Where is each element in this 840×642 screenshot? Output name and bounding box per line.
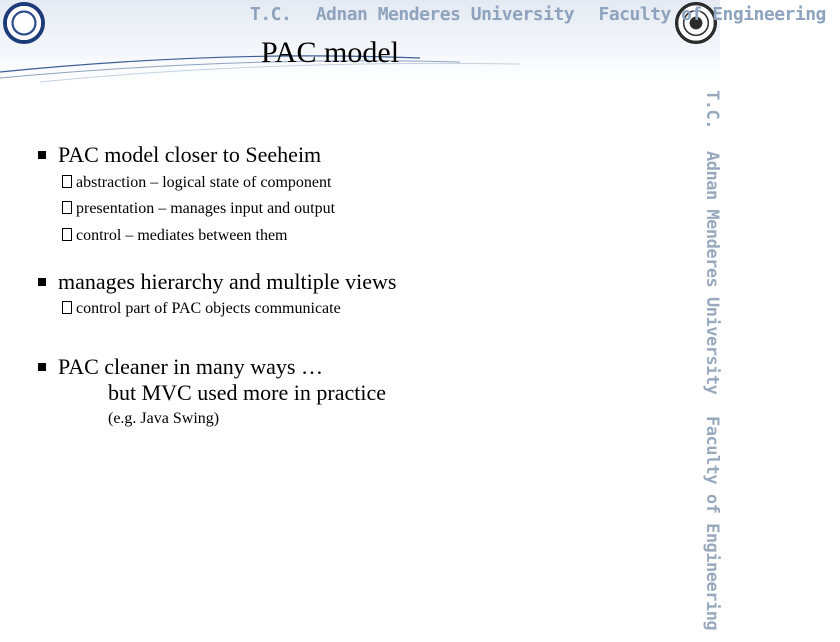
square-bullet-icon [38, 363, 46, 371]
box-bullet-icon [62, 201, 72, 214]
banner-faculty: Faculty of Engineering [598, 4, 826, 25]
bullet-note: (e.g. Java Swing) [108, 410, 220, 427]
side-banner-faculty: Faculty of Engineering [702, 415, 722, 630]
header-banner [250, 4, 840, 25]
sub-bullet-item [62, 200, 335, 218]
side-banner-tc: T.C. [702, 90, 722, 129]
sub-bullet-text: presentation – manages input and output [76, 200, 336, 217]
sub-bullet-item [62, 174, 331, 192]
banner-university: Adnan Menderes University [315, 4, 575, 25]
sub-bullet-item [62, 227, 287, 245]
box-bullet-icon [62, 228, 72, 241]
bullet-text: manages hierarchy and multiple views [58, 269, 397, 294]
side-banner [700, 90, 722, 630]
side-banner-university: Adnan Menderes University [702, 150, 722, 395]
slide-title: PAC model [260, 36, 400, 69]
banner-tc: T.C. [250, 4, 292, 25]
square-bullet-icon [38, 278, 46, 286]
bullet-text: PAC cleaner in many ways … [58, 354, 323, 379]
sub-bullet-text: control part of PAC objects communicate [76, 300, 341, 317]
bullet-item [38, 354, 323, 380]
box-bullet-icon [62, 301, 72, 314]
bullet-item [38, 269, 396, 295]
box-bullet-icon [62, 175, 72, 188]
square-bullet-icon [38, 151, 46, 159]
sub-bullet-item [62, 300, 341, 318]
bullet-continuation: but MVC used more in practice [108, 380, 386, 405]
bullet-item [38, 142, 321, 168]
sub-bullet-text: control – mediates between them [76, 227, 288, 244]
bullet-text: PAC model closer to Seeheim [58, 142, 322, 167]
sub-bullet-text: abstraction – logical state of component [76, 174, 332, 191]
